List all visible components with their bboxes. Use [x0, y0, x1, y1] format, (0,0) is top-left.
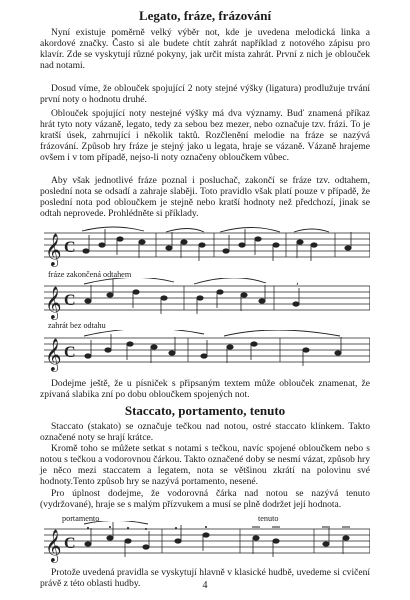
svg-text:𝄞: 𝄞 — [45, 286, 62, 319]
svg-text:𝄞: 𝄞 — [45, 233, 62, 266]
svg-text:C: C — [64, 344, 76, 361]
paragraph-oblouček: Oblouček spojující noty nestejné výšky má dva významy. Buď znamená příkaz hrát tyto noty vázaně, legato, tedy za sebou bez mezer, nebo označuje tzv. frázi. To je kratší úsek, zahrnující i několik taktů. Rozčlenění melodie na fráze se nazývá frázování. Způsob hry fráze je stejný jako u legata, hraje se vázaně. Vázaně hrajeme ovšem i v tom případě, nejso-li noty označeny obloučkem vůbec. — [40, 108, 370, 164]
svg-text:𝄞: 𝄞 — [45, 529, 62, 562]
svg-text:𝄞: 𝄞 — [45, 338, 62, 371]
section-title-legato — [40, 8, 370, 24]
paragraph-ligatura: Dosud víme, že oblouček spojující 2 noty stejné výšky (ligatura) prodlužuje trvání první noty o hodnotu druhé. — [40, 83, 370, 106]
label-tenuto: tenuto — [258, 514, 279, 523]
paragraph-tenuto: Pro úplnost dodejme, že vodorovná čárka nad notou se nazývá tenuto (vydržované), hraje se s malým přízvukem a musí se plně dodržet její hodnota. — [40, 488, 370, 511]
svg-text:,: , — [296, 278, 299, 287]
section-title-staccato — [40, 403, 370, 419]
svg-text:C: C — [64, 239, 76, 256]
svg-text:C: C — [64, 292, 76, 309]
label-zahrat-bez-odtahu: zahrát bez odtahu — [48, 321, 106, 330]
music-staff-4 — [44, 521, 370, 565]
music-staff-2 — [44, 278, 370, 322]
paragraph-intro: Nyní existuje poměrně velký výběr not, kde je uvedena melodická linka a akordové značky. Často si ale budete chtít zahrát například z notového zápisu pro klavír. Zde se vyskytují různé pokyny, jak určit místa zahrát. První z nich je oblouček nad notami. — [40, 27, 370, 72]
label-fraze-odtah: fráze zakončená odtahem — [48, 270, 132, 279]
page-number: 4 — [202, 580, 208, 591]
paragraph-portamento: Kromě toho se můžete setkat s notami s tečkou, navíc spojené obloučkem nebo s notou s tečkou a vodorovnou čárkou. Takto označené doby se nesmí vázat, způsob hry je něco mezi staccatem a legatem, nota se většinou zkrátí na polovinu své hodnoty.Tento způsob hry se nazývá portamento, nesené. — [40, 443, 370, 488]
heading: Staccato, portamento, tenuto — [124, 403, 286, 418]
label-portamento: portamento — [62, 514, 100, 523]
svg-text:C: C — [64, 535, 76, 552]
music-staff-3 — [44, 330, 370, 374]
paragraph-odtah: Aby však jednotlivé fráze poznal i posluchač, zakončí se fráze tzv. odtahem, poslední nota se odsadí a zahraje slaběji. Toto pravidlo však platí pouze v případě, že poslední nota pod obloučkem je stejně nebo kratší hodnoty než předchozí, jinak se odtah neprovede. Prohlédněte si příklady. — [40, 175, 370, 220]
paragraph-pisnicky: Dodejme ještě, že u písniček s připsaným textem může oblouček znamenat, že zpívaná slabika zní po dobu obloučkem spojených not. — [40, 378, 370, 401]
paragraph-closing: Protože uvedená pravidla se vyskytují hlavně v klasické hudbě, uvedeme si cvičení právě z této oblasti hudby. — [40, 567, 370, 590]
heading: Legato, fráze, frázování — [138, 8, 272, 23]
paragraph-staccato: Staccato (stakato) se označuje tečkou nad notou, ostré staccato klínkem. Takto označené noty se hrají krátce. — [40, 421, 370, 444]
music-staff-1 — [44, 225, 370, 269]
